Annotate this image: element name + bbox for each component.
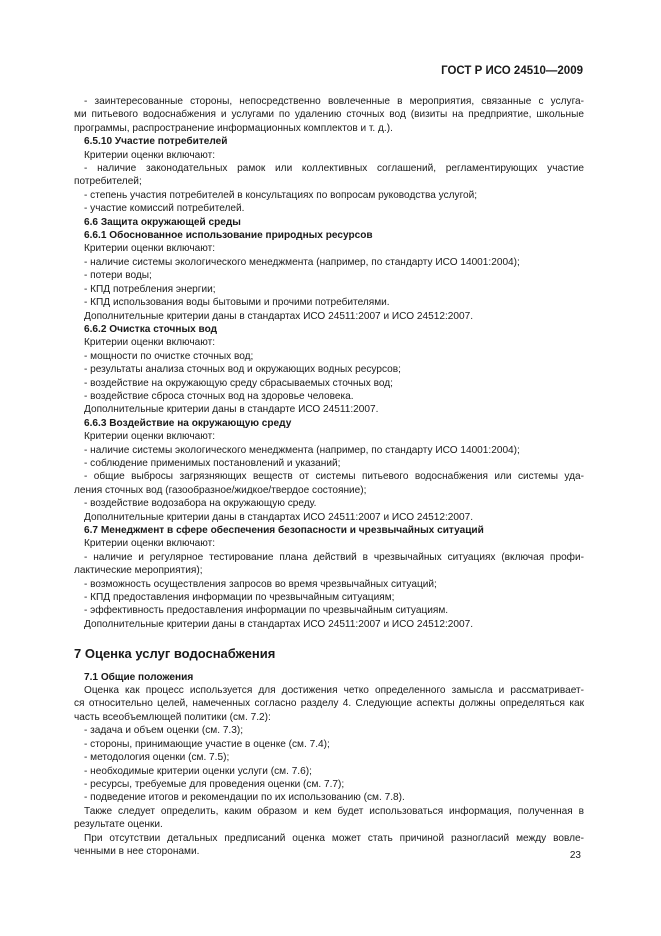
- text-line: Дополнительные критерии даны в стандартах ИСО 24511:2007 и ИСО 24512:2007.: [84, 310, 474, 322]
- text-line: программы, распространение информационных комплектов и т. д.).: [74, 122, 393, 134]
- text-line: - необходимые критерии оценки услуги (см. 7.6);: [84, 765, 312, 777]
- section-heading: 6.6.2 Очистка сточных вод: [84, 323, 218, 335]
- text-line: - воздействие на окружающую среду сбрасываемых сточных вод;: [84, 377, 393, 389]
- section-heading: 6.6.1 Обоснованное использование природных ресурсов: [84, 230, 373, 242]
- text-line: Критерии оценки включают:: [84, 337, 216, 349]
- text-line: - заинтересованные стороны, непосредственно вовлеченные в мероприятия, связанные с услуга-: [84, 96, 584, 107]
- text-line: - КПД использования воды бытовыми и прочими потребителями.: [84, 297, 390, 309]
- text-line: - наличие системы экологического менеджмента (например, по стандарту ИСО 14001:2004);: [84, 256, 520, 268]
- text-line: - результаты анализа сточных вод и окружающих водных ресурсов;: [84, 364, 401, 376]
- text-line: - мощности по очистке сточных вод;: [84, 350, 254, 362]
- section-7-title: 7 Оценка услуг водоснабжения: [74, 646, 276, 662]
- text-line: Дополнительные критерии даны в стандартах ИСО 24511:2007 и ИСО 24512:2007.: [84, 618, 474, 630]
- text-line: - наличие законодательных рамок или коллективных соглашений, регламентирующих участие: [84, 163, 584, 175]
- text-line: Критерии оценки включают:: [84, 243, 216, 255]
- text-line: - КПД предоставления информации по чрезвычайным ситуациям;: [84, 592, 395, 604]
- text-line: - КПД потребления энергии;: [84, 283, 216, 295]
- text-line: результате оценки.: [74, 819, 163, 831]
- section-heading: 6.6 Защита окружающей среды: [84, 216, 241, 228]
- text-line: - соблюдение применимых постановлений и указаний;: [84, 457, 341, 469]
- text-line: - потери воды;: [84, 270, 152, 282]
- section-heading: 6.5.10 Участие потребителей: [84, 136, 228, 148]
- text-line: - воздействие сброса сточных вод на здоровье человека.: [84, 390, 354, 402]
- text-line: Также следует определить, каким образом и кем будет использоваться информация, полученная в: [84, 805, 584, 817]
- text-line: Дополнительные критерии даны в стандарте ИСО 24511:2007.: [84, 404, 379, 416]
- text-line: ченными в нее сторонами.: [74, 845, 200, 857]
- text-line: - возможность осуществления запросов во время чрезвычайных ситуаций;: [84, 578, 437, 590]
- page-body: [74, 95, 584, 858]
- page-number: 23: [569, 850, 581, 861]
- text-line: ся относительно целей, намеченных согласно разделу 4. Следующие аспекты должны определяться как: [74, 698, 584, 710]
- text-line: - наличие системы экологического менеджмента (например, по стандарту ИСО 14001:2004);: [84, 444, 520, 456]
- text-line: потребителей;: [74, 176, 142, 188]
- text-line: - участие комиссий потребителей.: [84, 203, 245, 215]
- text-block-section-6: [74, 95, 584, 631]
- text-line: - наличие и регулярное тестирование плана действий в чрезвычайных ситуациях (включая профи-: [84, 551, 584, 563]
- text-line: - эффективность предоставления информации по чрезвычайным ситуациям.: [84, 605, 449, 617]
- text-line: При отсутствии детальных предписаний оценка может стать причиной разногласий между вовле-: [84, 832, 584, 844]
- text-line: ления сточных вод (газообразное/жидкое/твердое состояние);: [74, 484, 367, 496]
- text-line: Критерии оценки включают:: [84, 538, 216, 550]
- text-line: часть всеобъемлющей политики (см. 7.2):: [74, 711, 271, 723]
- text-line: - степень участия потребителей в консультациях по вопросам руководства услугой;: [84, 189, 478, 201]
- text-line: лактические мероприятия);: [74, 565, 203, 577]
- text-line: Оценка как процесс используется для достижения четко определенного замысла и рассматривает-: [84, 685, 584, 697]
- text-line: - ресурсы, требуемые для проведения оценки (см. 7.7);: [84, 778, 345, 790]
- document-header: ГОСТ Р ИСО 24510—2009: [441, 65, 583, 77]
- text-line: ми питьевого водоснабжения и услугами по удалению сточных вод (визиты на предприятие, школьные: [74, 109, 584, 121]
- text-line: - общие выбросы загрязняющих веществ от системы питьевого водоснабжения или системы уда-: [84, 471, 584, 483]
- text-line: - воздействие водозабора на окружающую среду.: [84, 498, 317, 510]
- text-line: - методология оценки (см. 7.5);: [84, 752, 230, 764]
- text-line: - подведение итогов и рекомендации по их использованию (см. 7.8).: [84, 792, 405, 804]
- text-line: Критерии оценки включают:: [84, 431, 216, 443]
- text-block-section-7: [74, 671, 584, 859]
- section-heading: 7.1 Общие положения: [84, 671, 194, 683]
- text-line: Дополнительные критерии даны в стандартах ИСО 24511:2007 и ИСО 24512:2007.: [84, 511, 474, 523]
- text-line: - задача и объем оценки (см. 7.3);: [84, 725, 244, 737]
- text-line: - стороны, принимающие участие в оценке (см. 7.4);: [84, 738, 330, 750]
- section-heading: 6.7 Менеджмент в сфере обеспечения безопасности и чрезвычайных ситуаций: [84, 525, 484, 536]
- section-heading: 6.6.3 Воздействие на окружающую среду: [84, 417, 292, 429]
- text-line: Критерии оценки включают:: [84, 149, 216, 161]
